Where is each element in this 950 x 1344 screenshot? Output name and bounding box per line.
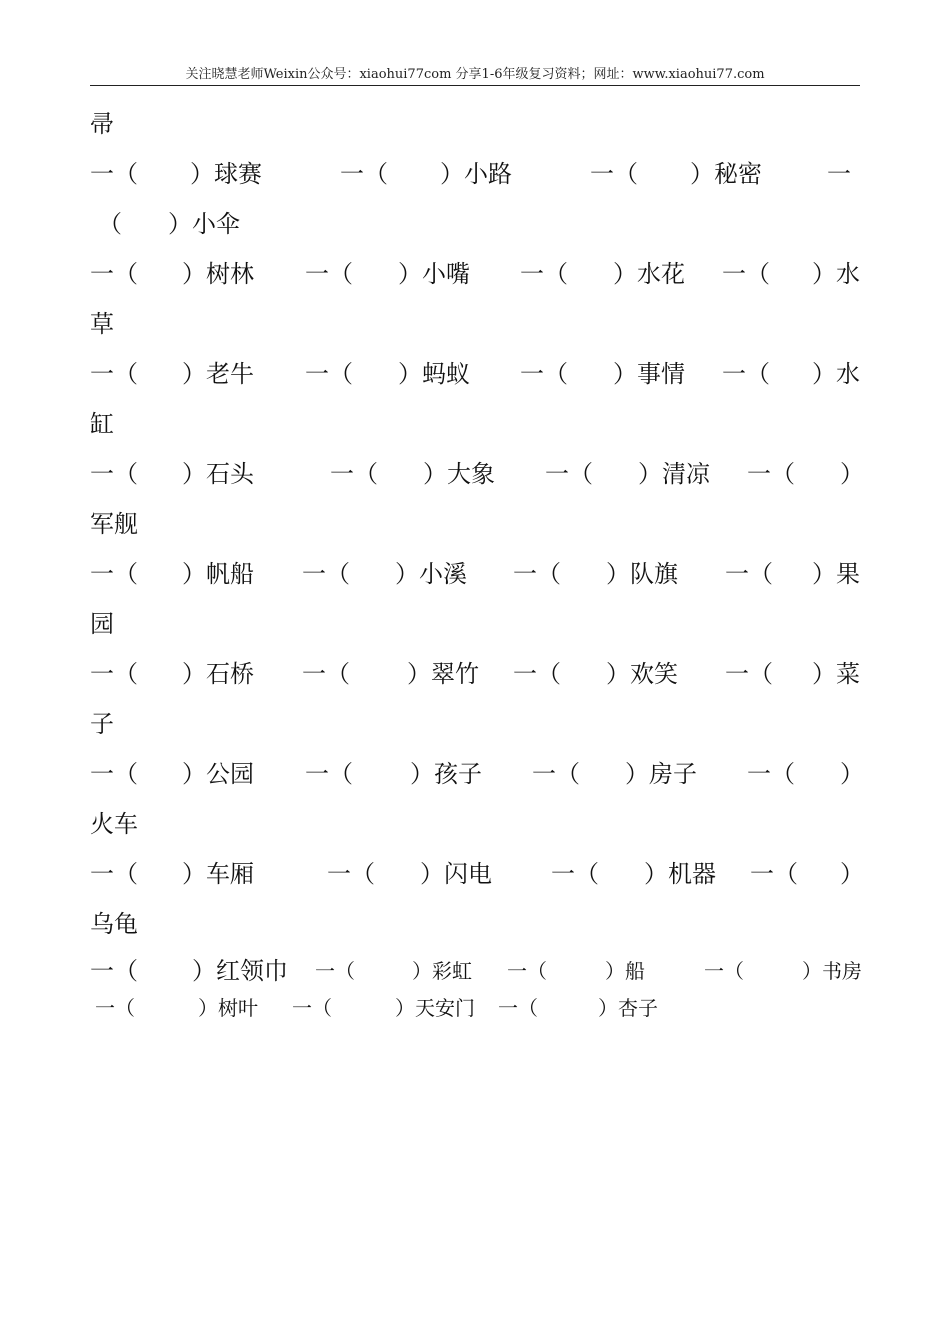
text-segment: ）事情	[613, 360, 685, 388]
text-segment: 一（	[302, 660, 350, 688]
text-segment: ）水	[812, 260, 860, 288]
text-segment: ）船	[605, 959, 645, 983]
text-segment: ）帆船	[182, 560, 254, 588]
text-segment: 一（	[315, 959, 355, 983]
text-segment: 一（	[725, 560, 773, 588]
text-segment: 一（	[90, 160, 138, 188]
text-segment: 火车	[90, 810, 138, 838]
text-segment: ）果	[812, 560, 860, 588]
text-segment: ）	[840, 860, 864, 888]
text-segment: 一（	[292, 996, 332, 1020]
text-segment: 一（	[302, 560, 350, 588]
text-segment: ）公园	[182, 760, 254, 788]
text-segment: 一（	[90, 660, 138, 688]
text-segment: 一（	[90, 957, 138, 985]
text-segment: 一（	[590, 160, 638, 188]
text-segment: 一（	[532, 760, 580, 788]
text-segment: ）队旗	[606, 560, 678, 588]
text-segment: ）小嘴	[398, 260, 470, 288]
text-segment: ）秘密	[690, 160, 762, 188]
text-segment: 一（	[722, 360, 770, 388]
page-header: 关注晓慧老师Weixin公众号：xiaohui77com 分享1-6年级复习资料；网址：www.xiaohui77.com	[185, 67, 765, 82]
text-segment: 一（	[90, 360, 138, 388]
text-segment: 一（	[725, 660, 773, 688]
text-segment: ）水花	[613, 260, 685, 288]
text-segment: 一（	[90, 460, 138, 488]
text-segment: 一（	[305, 760, 353, 788]
text-segment: ）小伞	[168, 210, 240, 238]
text-segment: （	[98, 210, 122, 238]
text-segment: ）球赛	[190, 160, 262, 188]
text-segment: 子	[90, 710, 114, 738]
text-segment: ）大象	[423, 460, 495, 488]
text-segment: 一（	[340, 160, 388, 188]
text-segment: ）清凉	[638, 460, 710, 488]
text-segment: ）树叶	[198, 996, 258, 1020]
text-segment: ）小路	[440, 160, 512, 188]
text-segment: 一（	[507, 959, 547, 983]
text-segment: 一	[827, 160, 851, 188]
text-segment: ）红领巾	[192, 957, 288, 985]
text-segment: ）石头	[182, 460, 254, 488]
text-segment: ）杏子	[598, 996, 658, 1020]
text-segment: ）彩虹	[412, 959, 472, 983]
text-segment: ）菜	[812, 660, 860, 688]
text-segment: 一（	[750, 860, 798, 888]
text-segment: 一（	[90, 860, 138, 888]
text-segment: ）天安门	[395, 996, 475, 1020]
text-segment: ）孩子	[410, 760, 482, 788]
text-segment: ）水	[812, 360, 860, 388]
text-segment: 草	[90, 310, 114, 338]
text-segment: 一（	[513, 560, 561, 588]
header-rule	[90, 85, 860, 86]
text-segment: ）欢笑	[606, 660, 678, 688]
text-segment: 一（	[747, 460, 795, 488]
text-segment: ）石桥	[182, 660, 254, 688]
text-segment: ）蚂蚁	[398, 360, 470, 388]
text-segment: 一（	[520, 260, 568, 288]
text-segment: ）	[840, 760, 864, 788]
text-segment: ）	[840, 460, 864, 488]
text-segment: 缸	[90, 410, 114, 438]
text-segment: ）房子	[625, 760, 697, 788]
text-segment: 一（	[305, 260, 353, 288]
text-segment: 乌龟	[90, 910, 138, 938]
text-segment: 一（	[704, 959, 744, 983]
text-segment: 一（	[498, 996, 538, 1020]
text-segment: ）车厢	[182, 860, 254, 888]
text-segment: ）闪电	[420, 860, 492, 888]
text-segment: 一（	[520, 360, 568, 388]
text-segment: 一（	[330, 460, 378, 488]
text-segment: 帚	[90, 110, 114, 138]
text-segment: 园	[90, 610, 114, 638]
text-segment: 一（	[90, 760, 138, 788]
text-segment: ）树林	[182, 260, 254, 288]
text-segment: 一（	[305, 360, 353, 388]
text-segment: ）老牛	[182, 360, 254, 388]
text-segment: 一（	[327, 860, 375, 888]
text-segment: ）机器	[644, 860, 716, 888]
text-segment: 一（	[722, 260, 770, 288]
text-segment: 一（	[90, 560, 138, 588]
text-segment: 一（	[90, 260, 138, 288]
text-segment: 一（	[513, 660, 561, 688]
text-segment: ）书房	[802, 959, 862, 983]
text-segment: 一（	[551, 860, 599, 888]
text-segment: 一（	[545, 460, 593, 488]
text-segment: 军舰	[90, 510, 138, 538]
text-segment: 一（	[95, 996, 135, 1020]
text-segment: 一（	[747, 760, 795, 788]
text-segment: ）小溪	[395, 560, 467, 588]
text-segment: ）翠竹	[407, 660, 479, 688]
